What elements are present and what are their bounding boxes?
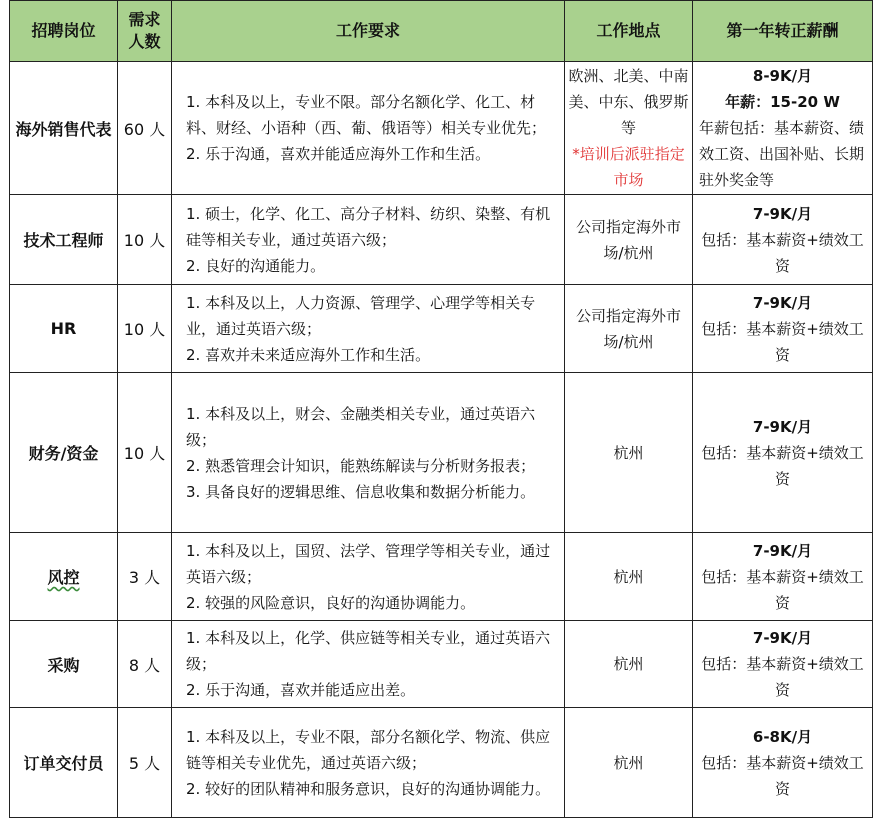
requirement-line: 1. 本科及以上，人力资源、管理学、心理学等相关专业，通过英语六级； (186, 293, 536, 338)
location-note: *培训后派驻指定市场 (572, 145, 685, 189)
salary-detail: 包括：基本薪资+绩效工资 (701, 753, 864, 798)
salary-detail: 包括：基本薪资+绩效工资 (701, 567, 864, 612)
requirement-line: 2. 喜欢并未来适应海外工作和生活。 (186, 345, 431, 364)
table-row (10, 195, 873, 285)
requirement-line: 2. 乐于沟通，喜欢并能适应出差。 (186, 681, 416, 699)
location-text: 杭州 (613, 567, 644, 586)
position-cell: 风控 (10, 533, 118, 621)
requirement-line: 1. 本科及以上，专业不限。部分名额化学、化工、材料、财经、小语种（西、葡、俄语等）相关专业优先； (186, 93, 547, 137)
salary-detail: 年薪包括：基本薪资、绩效工资、出国补贴、长期驻外奖金等 (699, 119, 865, 189)
position-cell: 技术工程师 (10, 195, 118, 285)
location-text: 杭州 (613, 655, 644, 673)
header-requirements: 工作要求 (172, 1, 565, 62)
location-cell (565, 285, 693, 373)
requirement-line: 1. 硕士，化学、化工、高分子材料、纺织、染整、有机硅等相关专业，通过英语六级； (186, 204, 551, 249)
header-location: 工作地点 (565, 1, 693, 62)
requirement-line: 1. 本科及以上，财会、金融类相关专业，通过英语六级； (186, 404, 536, 449)
position-cell: 财务/资金 (10, 373, 118, 533)
requirement-line: 2. 熟悉管理会计知识，能熟练解读与分析财务报表； (186, 456, 536, 475)
table-row (10, 62, 873, 195)
table-row (10, 373, 873, 533)
salary-cell (693, 62, 873, 195)
requirements-cell (172, 285, 565, 373)
requirement-line: 2. 较强的风险意识，良好的沟通协调能力。 (186, 593, 476, 612)
location-text: 欧洲、北美、中南美、中东、俄罗斯等 (568, 67, 689, 137)
position-cell: 采购 (10, 621, 118, 708)
location-cell (565, 533, 693, 621)
salary-detail: 包括：基本薪资+绩效工资 (701, 319, 864, 364)
header-row (10, 1, 873, 62)
location-text: 杭州 (613, 753, 644, 772)
salary-main: 7-9K/月 (752, 417, 813, 436)
location-cell (565, 708, 693, 818)
recruitment-table (9, 0, 873, 818)
position-cell: 订单交付员 (10, 708, 118, 818)
location-cell (565, 62, 693, 195)
header-salary: 第一年转正薪酬 (693, 1, 873, 62)
table-row (10, 533, 873, 621)
table-row (10, 708, 873, 818)
position-cell: HR (10, 285, 118, 373)
salary-main: 7-9K/月 (752, 541, 813, 560)
location-cell (565, 621, 693, 708)
requirements-cell (172, 62, 565, 195)
count-cell: 3 人 (118, 533, 172, 621)
count-cell: 5 人 (118, 708, 172, 818)
table-row (10, 621, 873, 708)
table-row (10, 285, 873, 373)
count-cell: 10 人 (118, 285, 172, 373)
salary-main: 7-9K/月 (752, 293, 813, 312)
salary-cell (693, 708, 873, 818)
count-cell: 8 人 (118, 621, 172, 708)
requirement-line: 1. 本科及以上，国贸、法学、管理学等相关专业，通过英语六级； (186, 541, 551, 586)
salary-main: 6-8K/月 (752, 727, 813, 746)
location-cell (565, 195, 693, 285)
requirement-line: 3. 具备良好的逻辑思维、信息收集和数据分析能力。 (186, 482, 536, 501)
requirements-cell (172, 195, 565, 285)
location-text: 杭州 (613, 443, 644, 462)
requirement-line: 2. 较好的团队精神和服务意识，良好的沟通协调能力。 (186, 779, 551, 798)
salary-year: 年薪：15-20 W (725, 93, 840, 111)
salary-cell (693, 373, 873, 533)
count-cell: 10 人 (118, 195, 172, 285)
requirements-cell (172, 708, 565, 818)
location-cell (565, 373, 693, 533)
location-text: 公司指定海外市场/杭州 (575, 306, 681, 351)
header-position: 招聘岗位 (10, 1, 118, 62)
salary-cell (693, 533, 873, 621)
requirements-cell (172, 533, 565, 621)
count-cell: 10 人 (118, 373, 172, 533)
requirement-line: 2. 良好的沟通能力。 (186, 256, 326, 275)
requirements-cell (172, 621, 565, 708)
salary-detail: 包括：基本薪资+绩效工资 (701, 230, 864, 275)
position-cell: 海外销售代表 (10, 62, 118, 195)
location-text: 公司指定海外市场/杭州 (575, 217, 681, 262)
salary-detail: 包括：基本薪资+绩效工资 (701, 443, 864, 488)
requirement-line: 2. 乐于沟通，喜欢并能适应海外工作和生活。 (186, 145, 491, 163)
salary-main: 8-9K/月 (752, 67, 813, 85)
salary-cell (693, 195, 873, 285)
header-count: 需求人数 (118, 1, 172, 62)
salary-main: 7-9K/月 (752, 204, 813, 223)
salary-main: 7-9K/月 (752, 629, 813, 647)
requirement-line: 1. 本科及以上，化学、供应链等相关专业，通过英语六级； (186, 629, 551, 673)
salary-cell (693, 621, 873, 708)
salary-detail: 包括：基本薪资+绩效工资 (701, 655, 864, 699)
requirement-line: 1. 本科及以上，专业不限，部分名额化学、物流、供应链等相关专业优先，通过英语六级； (186, 727, 551, 772)
count-cell: 60 人 (118, 62, 172, 195)
salary-cell (693, 285, 873, 373)
requirements-cell (172, 373, 565, 533)
